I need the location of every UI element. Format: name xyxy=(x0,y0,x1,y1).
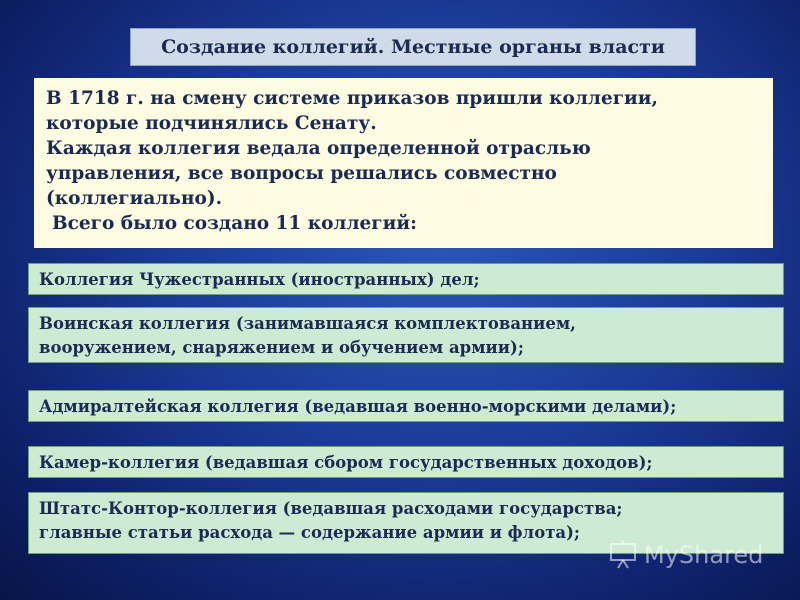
item-line: Штатс-Контор-коллегия (ведавшая расходами государства; xyxy=(39,499,623,518)
intro-line: В 1718 г. на смену системе приказов пришли коллегии, xyxy=(46,88,658,109)
collegium-item-kamer xyxy=(28,446,784,478)
intro-line: Каждая коллегия ведала определенной отраслью xyxy=(46,138,591,159)
watermark-text: MyShared xyxy=(644,541,764,569)
intro-box xyxy=(34,78,773,248)
watermark xyxy=(608,540,763,570)
item-line: Адмиралтейская коллегия (ведавшая военно-морскими делами); xyxy=(39,397,677,416)
slide-title: Создание коллегий. Местные органы власти xyxy=(130,28,696,66)
intro-line: (коллегиально). xyxy=(46,188,223,209)
item-line: Коллегия Чужестранных (иностранных) дел; xyxy=(39,270,480,289)
intro-line: которые подчинялись Сенату. xyxy=(46,113,377,134)
intro-line: управления, все вопросы решались совместно xyxy=(46,163,557,184)
intro-line: Всего было создано 11 коллегий: xyxy=(52,213,417,234)
item-line: главные статьи расхода — содержание армии и флота); xyxy=(39,523,581,542)
item-line: вооружением, снаряжением и обучением армии); xyxy=(39,338,524,357)
item-line: Камер-коллегия (ведавшая сбором государственных доходов); xyxy=(39,453,653,472)
presentation-icon xyxy=(608,540,638,570)
item-line: Воинская коллегия (занимавшаяся комплектованием, xyxy=(39,314,576,333)
collegium-item-foreign xyxy=(28,263,784,295)
collegium-item-military xyxy=(28,307,784,363)
collegium-item-admiralty xyxy=(28,390,784,422)
